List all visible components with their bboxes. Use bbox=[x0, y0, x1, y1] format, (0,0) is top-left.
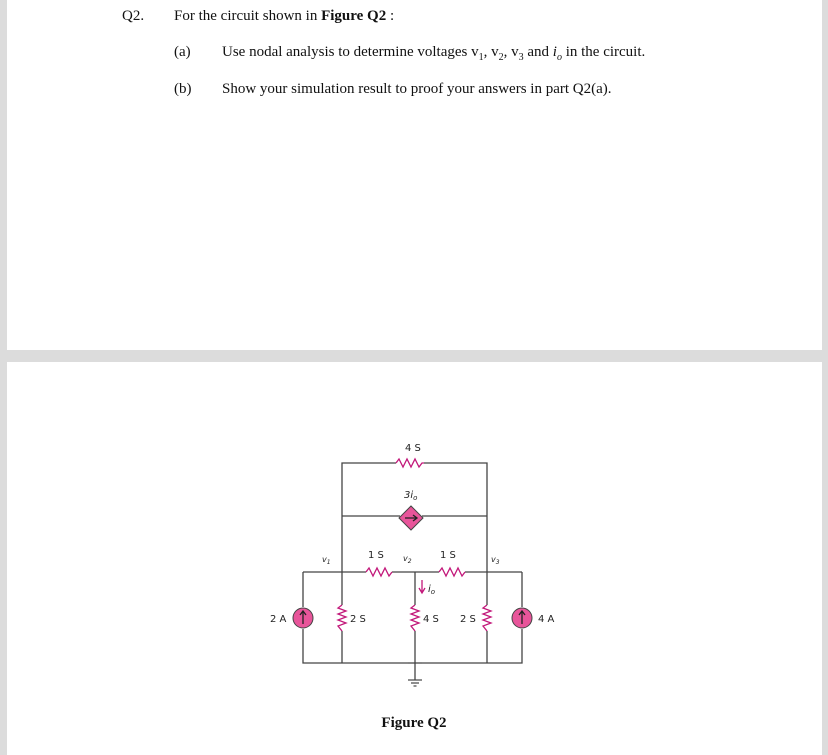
intro-suffix: : bbox=[386, 8, 395, 24]
resistor-shunt-v1-2s bbox=[338, 605, 346, 631]
label-current-io: $i_o$ bbox=[428, 584, 436, 596]
label-right-source: 4 A bbox=[538, 614, 555, 625]
resistor-left-1s bbox=[366, 568, 392, 576]
label-node-v3: $v_3$ bbox=[491, 555, 500, 566]
label-shunt-v2: 4 S bbox=[423, 614, 439, 625]
question-number: Q2. bbox=[122, 8, 145, 24]
part-b-text: Show your simulation result to proof your answers in part Q2(a). bbox=[222, 81, 612, 97]
resistor-top-4s bbox=[396, 459, 424, 467]
intro-text: For the circuit shown in bbox=[174, 8, 322, 24]
part-b-label: (b) bbox=[174, 81, 192, 97]
label-node-v1: $v_1$ bbox=[322, 555, 331, 566]
resistor-right-1s bbox=[439, 568, 465, 576]
label-top-conductance: 4 S bbox=[405, 443, 421, 454]
label-left-conductance: 1 S bbox=[368, 550, 384, 561]
figure-caption: Figure Q2 bbox=[381, 715, 447, 731]
label-right-conductance: 1 S bbox=[440, 550, 456, 561]
resistor-shunt-v3-2s bbox=[483, 605, 491, 631]
figure-reference: Figure Q2 bbox=[321, 8, 387, 24]
resistor-shunt-v2-4s bbox=[411, 605, 419, 631]
current-io-arrow-icon bbox=[419, 580, 425, 593]
label-dependent-source: $3i_o$ bbox=[404, 490, 418, 502]
part-a-text: Use nodal analysis to determine voltages $v_1$, $v_2$, $v_3$ and $i_o$ in the circuit. bbox=[222, 44, 646, 63]
label-shunt-v1: 2 S bbox=[350, 614, 366, 625]
label-node-v2: $v_2$ bbox=[403, 554, 412, 565]
part-a-label: (a) bbox=[174, 44, 191, 60]
ground-icon bbox=[408, 680, 422, 686]
label-shunt-v3: 2 S bbox=[460, 614, 476, 625]
label-left-source: 2 A bbox=[270, 614, 287, 625]
